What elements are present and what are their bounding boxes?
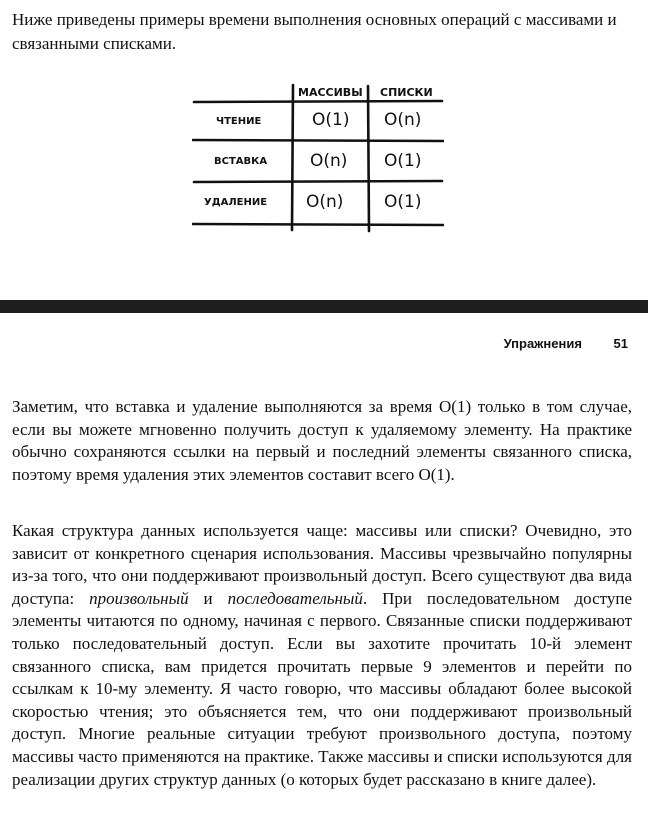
body-paragraph-2 [12, 520, 632, 791]
row-label-read: ЧТЕНИЕ [216, 116, 262, 127]
cell-delete-arrays: O(n) [306, 192, 344, 212]
paragraph-2-conjunction: и [188, 588, 228, 608]
page-divider-bar [0, 300, 648, 313]
section-title: Упражнения [503, 336, 582, 351]
term-random-access: произвольный [89, 588, 189, 608]
cell-insert-arrays: O(n) [310, 151, 348, 171]
column-header-arrays: МАССИВЫ [298, 86, 363, 99]
running-header [504, 336, 628, 351]
intro-paragraph: Ниже приведены примеры времени выполнения основных операций с массивами и связанными списками. [12, 10, 617, 53]
complexity-table-figure [192, 82, 444, 234]
row-label-insert: ВСТАВКА [214, 156, 268, 167]
paragraph-2-part-b: . При последовательном доступе элементы читаются по одному, начиная с первого. Связанные списки поддерживают только последовательный доступ. Если вы захотите прочитать 10-й элемент связанного списка, вам придется прочитать первые 9 элементов и перейти по ссылкам к 10-му элементу. Я часто говорю, что массивы обладают более высокой скоростью чтения; это объясняется тем, что они поддерживают произвольный доступ. Многие реальные ситуации требуют произвольного доступа, поэтому массивы часто применяются на практике. Также массивы и списки используются для реализации других структур данных (о которых будет рассказано в книге далее). [12, 588, 632, 789]
paragraph-2-part-a: Какая структура данных используется чаще: массивы или списки? Очевидно, это зависит от конкретного сценария использования. Массивы чрезвычайно популярны из-за того, что они поддерживают произвольный доступ. Всего существуют два вида доступа: [12, 521, 632, 608]
body-paragraph-1: Заметим, что вставка и удаление выполняются за время O(1) только в том случае, если вы можете мгновенно получить доступ к удаляемому элементу. На практике обычно сохраняются ссылки на первый и последний элементы связанного списка, поэтому время удаления этих элементов составит всего O(1). [12, 397, 632, 484]
row-label-delete: УДАЛЕНИЕ [204, 197, 268, 208]
cell-read-lists: O(n) [384, 110, 422, 130]
page-number: 51 [613, 336, 628, 351]
column-header-lists: СПИСКИ [380, 86, 433, 99]
cell-read-arrays: O(1) [312, 110, 350, 130]
term-sequential-access: последовательный [227, 588, 363, 608]
cell-insert-lists: O(1) [384, 151, 422, 171]
cell-delete-lists: O(1) [384, 192, 422, 212]
